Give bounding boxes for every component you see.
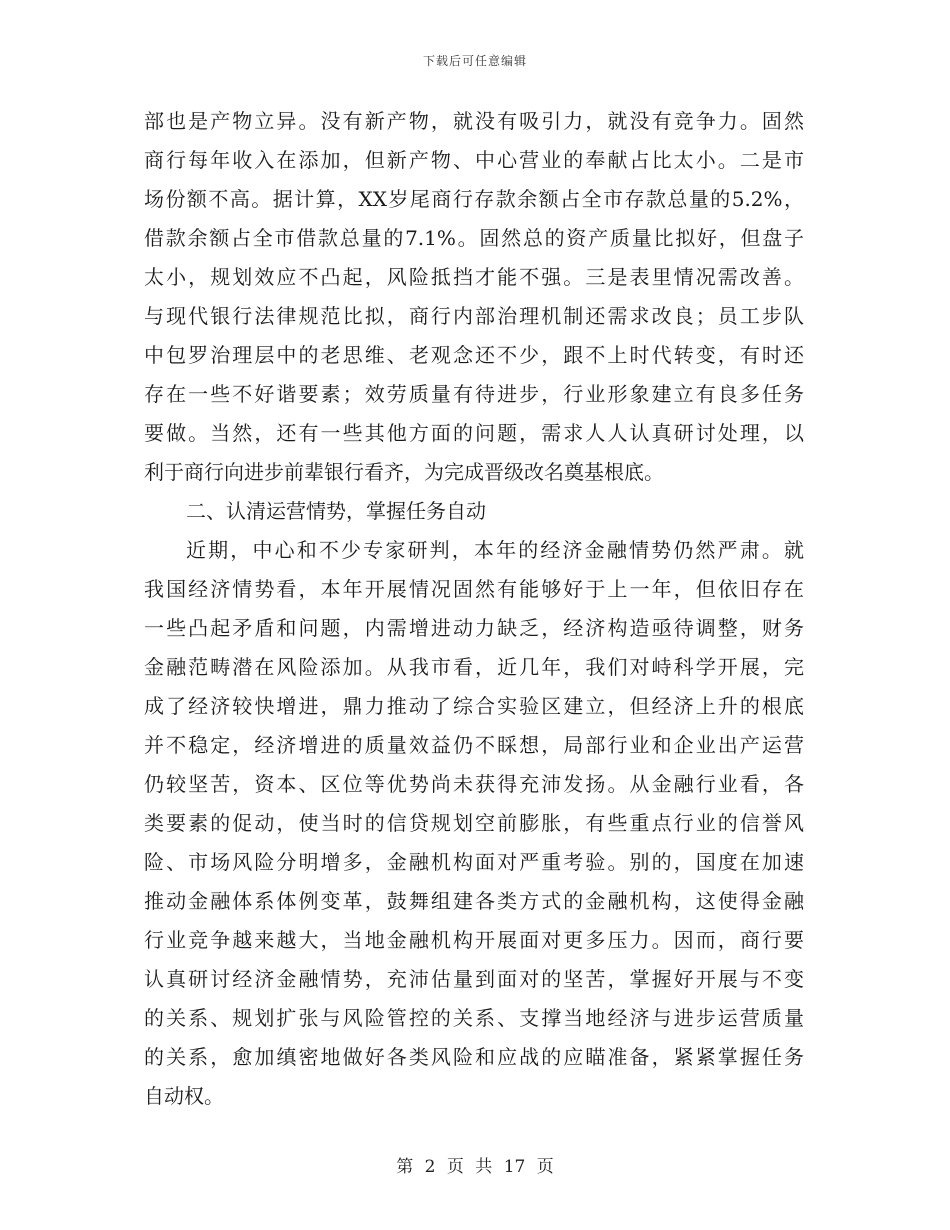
document-body (144, 102, 804, 1116)
paragraph-line: 认真研讨经济金融情势，充沛估量到面对的坚苦，掌握好开展与不变 (144, 967, 804, 991)
paragraph-line: 推动金融体系体例变革，鼓舞组建各类方式的金融机构，这使得金融 (144, 889, 804, 913)
paragraph-line: 仍较坚苦，资本、区位等优势尚未获得充沛发扬。从金融行业看，各 (144, 772, 804, 796)
paragraph-line: 并不稳定，经济增进的质量效益仍不睬想，局部行业和企业出产运营 (144, 733, 804, 757)
paragraph-line: 与现代银行法律规范比拟，商行内部治理机制还需求改良；员工步队 (144, 304, 804, 328)
paragraph-line: 成了经济较快增进，鼎力推动了综合实验区建立，但经济上升的根底 (144, 694, 804, 718)
paragraph-line: 一些凸起矛盾和问题，内需增进动力缺乏，经济构造亟待调整，财务 (144, 616, 804, 640)
paragraph-line: 我国经济情势看，本年开展情况固然有能够好于上一年，但依旧存在 (144, 577, 804, 601)
paragraph-line: 类要素的促动，使当时的信贷规划空前膨胀，有些重点行业的信誉风 (144, 811, 804, 835)
paragraph-line: 行业竞争越来越大，当地金融机构开展面对更多压力。因而，商行要 (144, 928, 804, 952)
paragraph-line: 中包罗治理层中的老思维、老观念还不少，跟不上时代转变，有时还 (144, 343, 804, 367)
paragraph-line: 金融范畴潜在风险添加。从我市看，近几年，我们对峙科学开展，完 (144, 655, 804, 679)
paragraph-line: 场份额不高。据计算，XX岁尾商行存款余额占全市存款总量的5.2%， (144, 187, 804, 211)
paragraph-line: 的关系、规划扩张与风险管控的关系、支撑当地经济与进步运营质量 (144, 1006, 804, 1030)
page-number: 第 2 页 共 17 页 (396, 1157, 554, 1177)
paragraph-line: 的关系，愈加缜密地做好各类风险和应战的应瞄准备，紧紧掌握任务 (144, 1045, 804, 1069)
paragraph-line: 利于商行向进步前辈银行看齐，为完成晋级改名奠基根底。 (144, 460, 664, 484)
paragraph-line: 太小，规划效应不凸起，风险抵挡才能不强。三是表里情况需改善。 (144, 265, 804, 289)
paragraph-line: 要做。当然，还有一些其他方面的问题，需求人人认真研讨处理，以 (144, 421, 804, 445)
paragraph-line: 险、市场风险分明增多，金融机构面对严重考验。别的，国度在加速 (144, 850, 804, 874)
paragraph-line: 近期，中心和不少专家研判，本年的经济金融情势仍然严肃。就 (186, 538, 804, 562)
paragraph-line: 部也是产物立异。没有新产物，就没有吸引力，就没有竞争力。固然 (144, 109, 804, 133)
page-header-note: 下载后可任意编辑 (422, 54, 527, 68)
paragraph-line: 自动权。 (144, 1084, 224, 1108)
paragraph-line: 借款余额占全市借款总量的7.1%。固然总的资产质量比拟好，但盘子 (144, 226, 804, 250)
section-heading: 二、认清运营情势，掌握任务自动 (186, 499, 486, 523)
paragraph-line: 存在一些不好谐要素；效劳质量有待进步，行业形象建立有良多任务 (144, 382, 804, 406)
paragraph-line: 商行每年收入在添加，但新产物、中心营业的奉献占比太小。二是市 (144, 148, 804, 172)
